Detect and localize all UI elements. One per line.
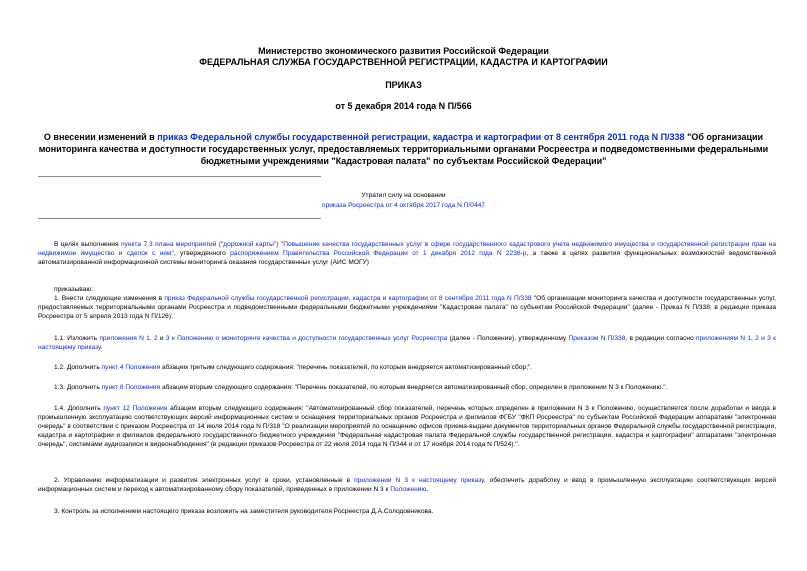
paragraph-1-1 bbox=[38, 334, 776, 352]
text: и bbox=[157, 335, 166, 342]
link-regulation-item-4[interactable]: пункт 4 Положения bbox=[101, 364, 161, 371]
text: , обеспечить доработку и ввод в промышленную эксплуатацию соответствующих версий информационных систем и переход к автоматизированному сбору показателей, приведенных в приложении N 3 к bbox=[38, 477, 777, 493]
link-regulation-item-12[interactable]: пункт 12 Положения bbox=[103, 405, 168, 412]
text: (далее - Положение), утвержденному bbox=[447, 335, 569, 342]
paragraph-order: приказываю: bbox=[54, 286, 94, 293]
paragraph-1-3 bbox=[38, 383, 776, 392]
text: 1.1. Изложить bbox=[54, 335, 100, 342]
link-plan-item[interactable]: пункта 7.3 плана мероприятий ("дорожной карты") "Повышение качества государственных услуг в сфере государственного кадастрового учета недвижимого имущества и государственной регистрации прав на недвижимое имущество и сделок с ним" bbox=[38, 241, 776, 257]
text: 1.2. Дополнить bbox=[54, 364, 102, 371]
title-link[interactable]: приказ Федеральной службы государственной регистрации, кадастра и картографии от 8 сентября 2011 года N П/338 bbox=[157, 132, 685, 142]
text: абзацем вторым следующего содержания: "Автоматизированный сбор показателей, перечень которых определен в приложении N 3 к Положению, осуществляется после доработки и ввода в промышленную эксплуатацию соответствующих версий информационных систем и оснащения территориальных органов Росреестра и филиалов ФГБУ "ФКП Росреестра" по субъектам Российской Федерации аппаратами "электронная очередь" в соответствии с приказом Росреестра от 14 июля 2014 года N П/318 "О реализации мероприятий по оснащению офисов приема-выдачи документов территориальных органов Федеральной службы государственной регистрации, кадастра и картографии и филиалов федерального государственного бюджетного учреждения "Федеральная кадастровая палата Федеральной службы государственной регистрации, кадастра и картографии" аппаратами "электронная очередь", системами аудиозаписи и видеонаблюдения" (в редакции приказов Росреестра от 22 июля 2014 года N П/344 и от 17 ноября 2014 года N П/524).". bbox=[38, 405, 776, 448]
text: 2. Управлению информатизации и развития электронных услуг в сроки, установленные в bbox=[54, 477, 355, 484]
document-type: ПРИКАЗ bbox=[385, 80, 422, 90]
paragraph-3: 3. Контроль за исполнением настоящего приказа возложить на заместителя руководителя Росреестра Д.А.Солодовникова. bbox=[54, 508, 434, 515]
service-name: ФЕДЕРАЛЬНАЯ СЛУЖБА ГОСУДАРСТВЕННОЙ РЕГИСТРАЦИИ, КАДАСТРА И КАРТОГРАФИИ bbox=[199, 57, 608, 67]
link-order-p338-short[interactable]: Приказом N П/338 bbox=[568, 335, 626, 342]
paragraph-1-2 bbox=[38, 363, 776, 372]
document-title bbox=[20, 131, 787, 167]
text: абзацем третьим следующего содержания: "перечень показателей, по которым внедряется автоматизированный сбор;". bbox=[160, 364, 533, 371]
divider-top bbox=[38, 176, 321, 177]
title-text: О внесении изменений в bbox=[43, 132, 158, 142]
text: абзацем вторым следующего содержания: "Перечень показателей, по которым внедряется автоматизированный сбор, определен в приложении N 3 к Положению.". bbox=[160, 384, 668, 391]
paragraph-1-4 bbox=[38, 404, 776, 449]
text: 1. Внести следующие изменения в bbox=[54, 295, 165, 302]
link-appendix-3-this-order[interactable]: приложении N 3 к настоящему приказу bbox=[354, 477, 484, 484]
paragraph-intro bbox=[38, 240, 776, 267]
text: 1.4. Дополнить bbox=[54, 405, 104, 412]
text: . bbox=[100, 344, 103, 351]
paragraph-1 bbox=[38, 294, 776, 321]
document-date-number: от 5 декабря 2014 года N П/566 bbox=[335, 101, 472, 111]
text: , а также в целях развития функциональных возможностей ведомственной автоматизированной информационной системы мониторинга оказания государственных услуг (АИС МОГУ) bbox=[38, 250, 776, 266]
link-appendices-1-2[interactable]: приложения N 1, 2 bbox=[99, 335, 158, 342]
text: "Об организации мониторинга качества и доступности государственных услуг, предоставляемых территориальными органами Росреестра и подведомственными федеральными бюджетными учреждениями "Кадастровая палата" по субъектам Российской Федерации" (далее - Приказ N П/338; в редакции приказа Росреестра от 5 апреля 2013 года N П/126): bbox=[38, 295, 777, 320]
link-government-order[interactable]: распоряжением Правительства Российской Федерации от 1 декабря 2012 года N 2236-р bbox=[230, 250, 527, 257]
status-note-link[interactable]: приказа Росреестра от 4 октября 2017 года N П/0447 bbox=[322, 202, 485, 209]
text: , утвержденного bbox=[173, 250, 231, 257]
status-note-text: Утратил силу на основании bbox=[361, 192, 446, 199]
status-note bbox=[220, 191, 587, 211]
text: , в редакции согласно bbox=[625, 335, 697, 342]
ministry-name: Министерство экономического развития Российской Федерации bbox=[258, 46, 549, 56]
link-appendices-this-order[interactable]: приложениям N 1, 2 и 3 к настоящему приказу bbox=[38, 335, 776, 351]
link-appendix-3-regulation[interactable]: 3 к Положению о мониторинге качества и доступности государственных услуг Росреестра bbox=[165, 335, 448, 342]
divider-bottom bbox=[38, 218, 321, 219]
link-regulation[interactable]: Положению bbox=[390, 486, 427, 493]
text: 1.3. Дополнить bbox=[54, 384, 102, 391]
title-text-rest: "Об организации мониторинга качества и доступности государственных услуг, предоставляемых территориальными органами Росреестра и подведомственными федеральными бюджетными учреждениями "Кадастровая палата" по субъектам Российской Федерации" bbox=[38, 132, 769, 166]
text: В целях выполнения bbox=[54, 241, 121, 248]
link-regulation-item-8[interactable]: пункт 8 Положения bbox=[101, 384, 161, 391]
paragraph-2 bbox=[38, 476, 776, 494]
link-order-p338[interactable]: приказ Федеральной службы государственной регистрации, кадастра и картографии от 8 сентября 2011 года N П/338 bbox=[164, 295, 532, 302]
text: . bbox=[426, 486, 429, 493]
